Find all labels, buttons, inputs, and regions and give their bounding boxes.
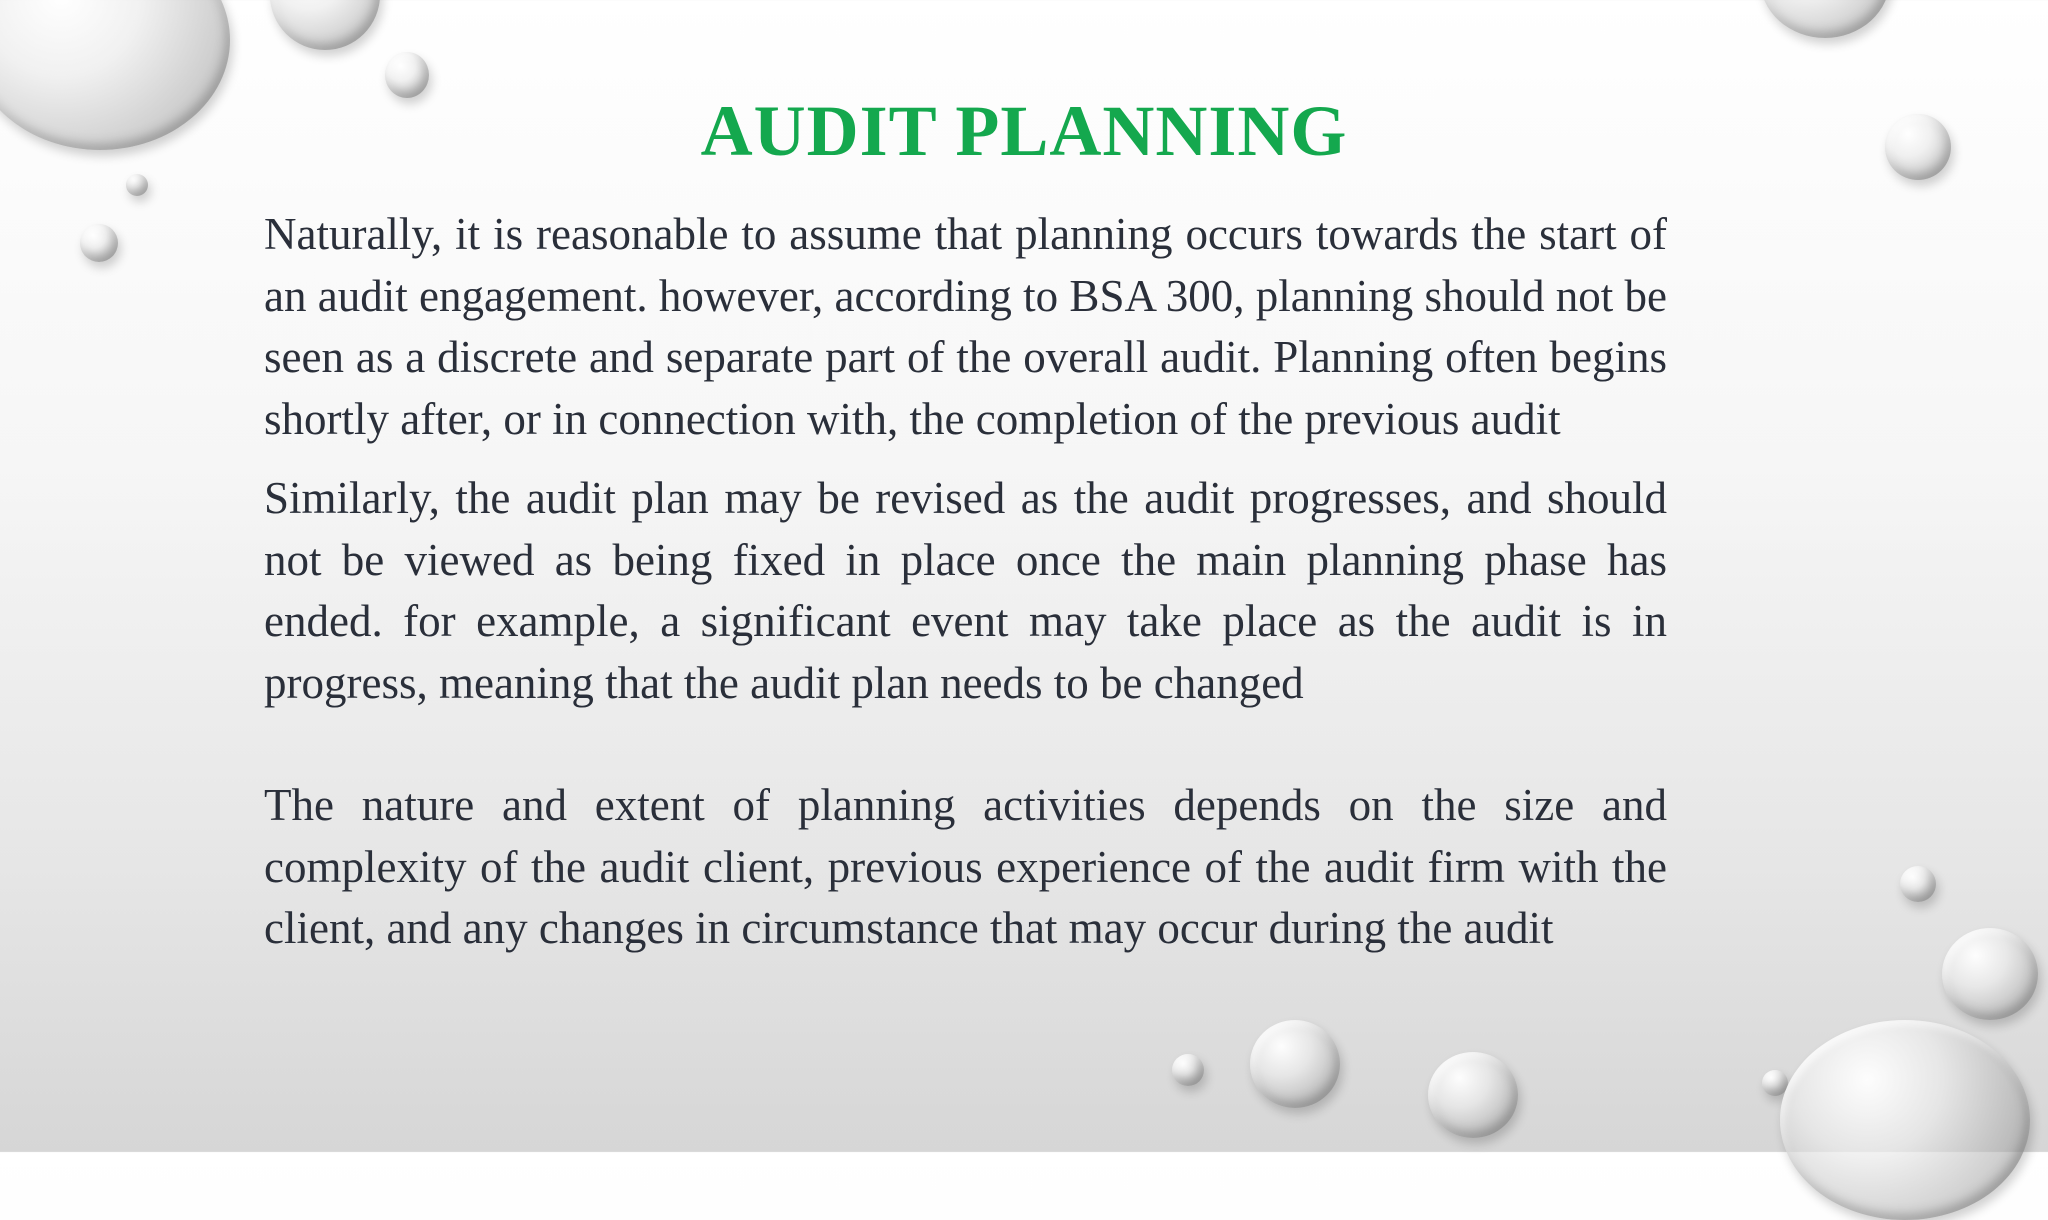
water-drop-icon	[126, 174, 148, 196]
water-drop-icon	[1250, 1020, 1340, 1108]
water-drop-icon	[80, 224, 118, 262]
water-drop-icon	[1428, 1052, 1518, 1138]
slide-title: AUDIT PLANNING	[700, 91, 1348, 171]
water-drop-icon	[270, 0, 380, 50]
paragraph-planning-timing: Naturally, it is reasonable to assume that planning occurs towards the start of an audit engagement. however, according to BSA 300, planning should not be seen as a discrete and separate part of the overall audit. Planning often begins shortly after, or in connection with, the completion of the previous audit	[264, 209, 1667, 444]
water-drop-icon	[1172, 1054, 1204, 1086]
water-drop-icon	[1900, 866, 1936, 902]
water-drop-icon	[1942, 928, 2038, 1020]
water-drop-icon	[1760, 0, 1890, 38]
water-drop-icon	[1780, 1020, 2030, 1220]
slide-body	[264, 204, 1667, 960]
paragraph-planning-extent: The nature and extent of planning activities depends on the size and complexity of the audit client, previous experience of the audit firm with the client, and any changes in circumstance that may occur during the audit	[264, 780, 1667, 953]
paragraph-plan-revision: Similarly, the audit plan may be revised as the audit progresses, and should not be viewed as being fixed in place once the main planning phase has ended. for example, a significant event may take place as the audit is in progress, meaning that the audit plan needs to be changed	[264, 473, 1667, 708]
